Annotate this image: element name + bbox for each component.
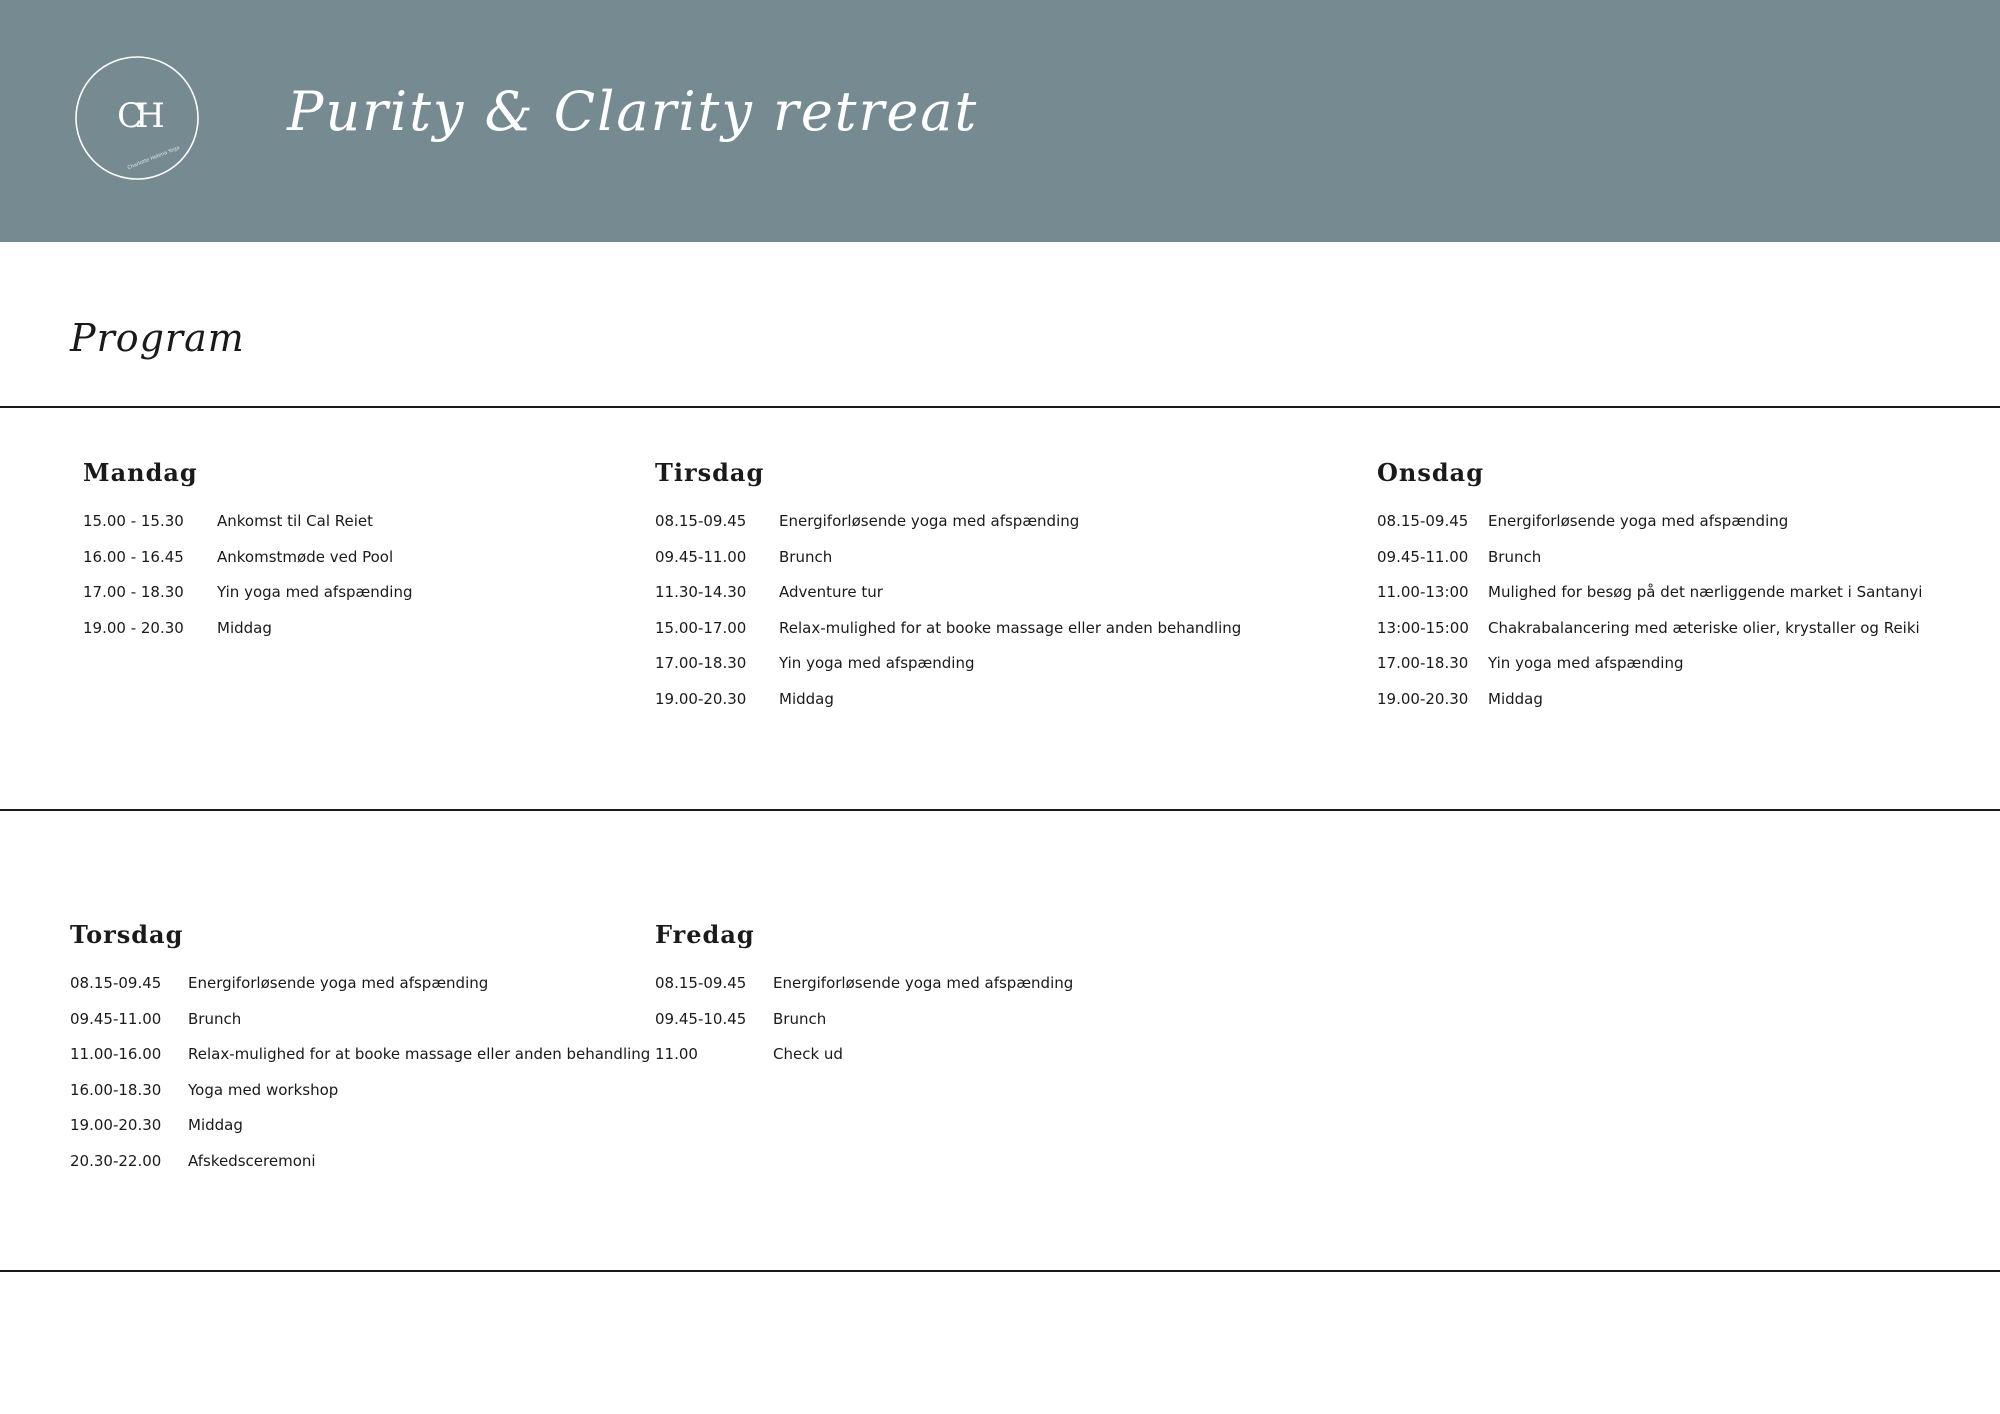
activity: Energiforløsende yoga med afspænding xyxy=(779,512,1080,530)
activity: Middag xyxy=(217,618,272,637)
activity: Energiforløsende yoga med afspænding xyxy=(188,974,489,992)
logo-monogram: CH xyxy=(117,96,157,136)
schedule-row xyxy=(655,548,1241,584)
schedule-row xyxy=(1377,690,1922,726)
time-slot: 08.15-09.45 xyxy=(655,974,747,992)
time-slot: 11.30-14.30 xyxy=(655,583,747,602)
schedule-row xyxy=(83,548,413,584)
schedule-row xyxy=(1377,654,1922,690)
schedule-row xyxy=(70,974,650,1010)
divider-middle xyxy=(0,809,2000,811)
header-banner xyxy=(0,0,2000,242)
day-torsdag xyxy=(70,920,650,1188)
time-slot: 19.00-20.30 xyxy=(70,1116,162,1135)
activity: Yin yoga med afspænding xyxy=(217,583,413,602)
day-heading: Torsdag xyxy=(70,920,184,949)
day-onsdag xyxy=(1377,458,1922,726)
schedule-row xyxy=(655,619,1241,655)
retreat-title: Purity & Clarity retreat xyxy=(287,80,979,143)
program-heading: Program xyxy=(70,316,245,360)
time-slot: 15.00-17.00 xyxy=(655,618,747,637)
time-slot: 20.30-22.00 xyxy=(70,1151,162,1170)
schedule-row xyxy=(655,974,1073,1010)
activity: Yin yoga med afspænding xyxy=(1488,654,1684,673)
activity: Middag xyxy=(779,689,834,708)
activity: Afskedsceremoni xyxy=(188,1151,316,1170)
schedule-row xyxy=(1377,512,1922,548)
time-slot: 11.00-16.00 xyxy=(70,1045,162,1064)
activity: Ankomst til Cal Reiet xyxy=(217,512,374,530)
time-slot: 16.00 - 16.45 xyxy=(83,547,184,566)
time-slot: 17.00-18.30 xyxy=(655,654,747,673)
schedule-row xyxy=(1377,619,1922,655)
time-slot: 11.00-13:00 xyxy=(1377,583,1469,602)
activity: Yoga med workshop xyxy=(188,1080,339,1099)
activity: Yin yoga med afspænding xyxy=(779,654,975,673)
activity: Middag xyxy=(1488,689,1543,708)
schedule-row xyxy=(70,1045,650,1081)
time-slot: 09.45-11.00 xyxy=(655,547,747,566)
time-slot: 13:00-15:00 xyxy=(1377,618,1469,637)
schedule-row xyxy=(655,583,1241,619)
time-slot: 09.45-11.00 xyxy=(70,1009,162,1028)
time-slot: 09.45-11.00 xyxy=(1377,547,1469,566)
activity: Energiforløsende yoga med afspænding xyxy=(773,974,1074,992)
schedule-row xyxy=(1377,548,1922,584)
time-slot: 11.00 xyxy=(655,1045,698,1064)
activity: Ankomstmøde ved Pool xyxy=(217,547,394,566)
schedule-row xyxy=(655,654,1241,690)
schedule-row xyxy=(655,1010,1073,1046)
time-slot: 19.00-20.30 xyxy=(655,689,747,708)
schedule-row xyxy=(655,690,1241,726)
schedule-row xyxy=(655,512,1241,548)
activity: Brunch xyxy=(773,1009,827,1028)
activity: Chakrabalancering med æteriske olier, krystaller og Reiki xyxy=(1488,618,1920,637)
activity: Relax-mulighed for at booke massage eller anden behandling xyxy=(188,1045,651,1064)
activity: Mulighed for besøg på det nærliggende market i Santanyi xyxy=(1488,583,1923,602)
time-slot: 09.45-10.45 xyxy=(655,1009,747,1028)
divider-top xyxy=(0,406,2000,408)
day-mandag xyxy=(83,458,413,654)
day-heading: Onsdag xyxy=(1377,458,1484,487)
day-heading: Mandag xyxy=(83,458,198,487)
divider-bottom xyxy=(0,1270,2000,1272)
schedule-row xyxy=(655,1045,1073,1081)
schedule-row xyxy=(83,619,413,655)
time-slot: 19.00 - 20.30 xyxy=(83,618,184,637)
schedule-row xyxy=(1377,583,1922,619)
time-slot: 17.00 - 18.30 xyxy=(83,583,184,602)
schedule-row xyxy=(70,1152,650,1188)
day-tirsdag xyxy=(655,458,1241,726)
schedule-row xyxy=(70,1010,650,1046)
schedule-row xyxy=(83,512,413,548)
schedule-row xyxy=(70,1081,650,1117)
activity: Adventure tur xyxy=(779,583,883,602)
day-heading: Fredag xyxy=(655,920,755,949)
activity: Energiforløsende yoga med afspænding xyxy=(1488,512,1789,530)
time-slot: 08.15-09.45 xyxy=(1377,512,1469,530)
activity: Brunch xyxy=(1488,547,1542,566)
time-slot: 19.00-20.30 xyxy=(1377,689,1469,708)
schedule-row xyxy=(70,1116,650,1152)
time-slot: 15.00 - 15.30 xyxy=(83,512,184,530)
activity: Middag xyxy=(188,1116,243,1135)
logo xyxy=(74,55,200,181)
schedule-row xyxy=(83,583,413,619)
time-slot: 17.00-18.30 xyxy=(1377,654,1469,673)
activity: Brunch xyxy=(188,1009,242,1028)
time-slot: 16.00-18.30 xyxy=(70,1080,162,1099)
logo-circle-icon xyxy=(74,55,200,181)
activity: Brunch xyxy=(779,547,833,566)
time-slot: 08.15-09.45 xyxy=(655,512,747,530)
time-slot: 08.15-09.45 xyxy=(70,974,162,992)
day-heading: Tirsdag xyxy=(655,458,765,487)
activity: Relax-mulighed for at booke massage eller anden behandling xyxy=(779,618,1242,637)
day-fredag xyxy=(655,920,1073,1081)
logo-caption: Charlotte Helena Yoga xyxy=(126,144,181,172)
activity: Check ud xyxy=(773,1045,843,1064)
